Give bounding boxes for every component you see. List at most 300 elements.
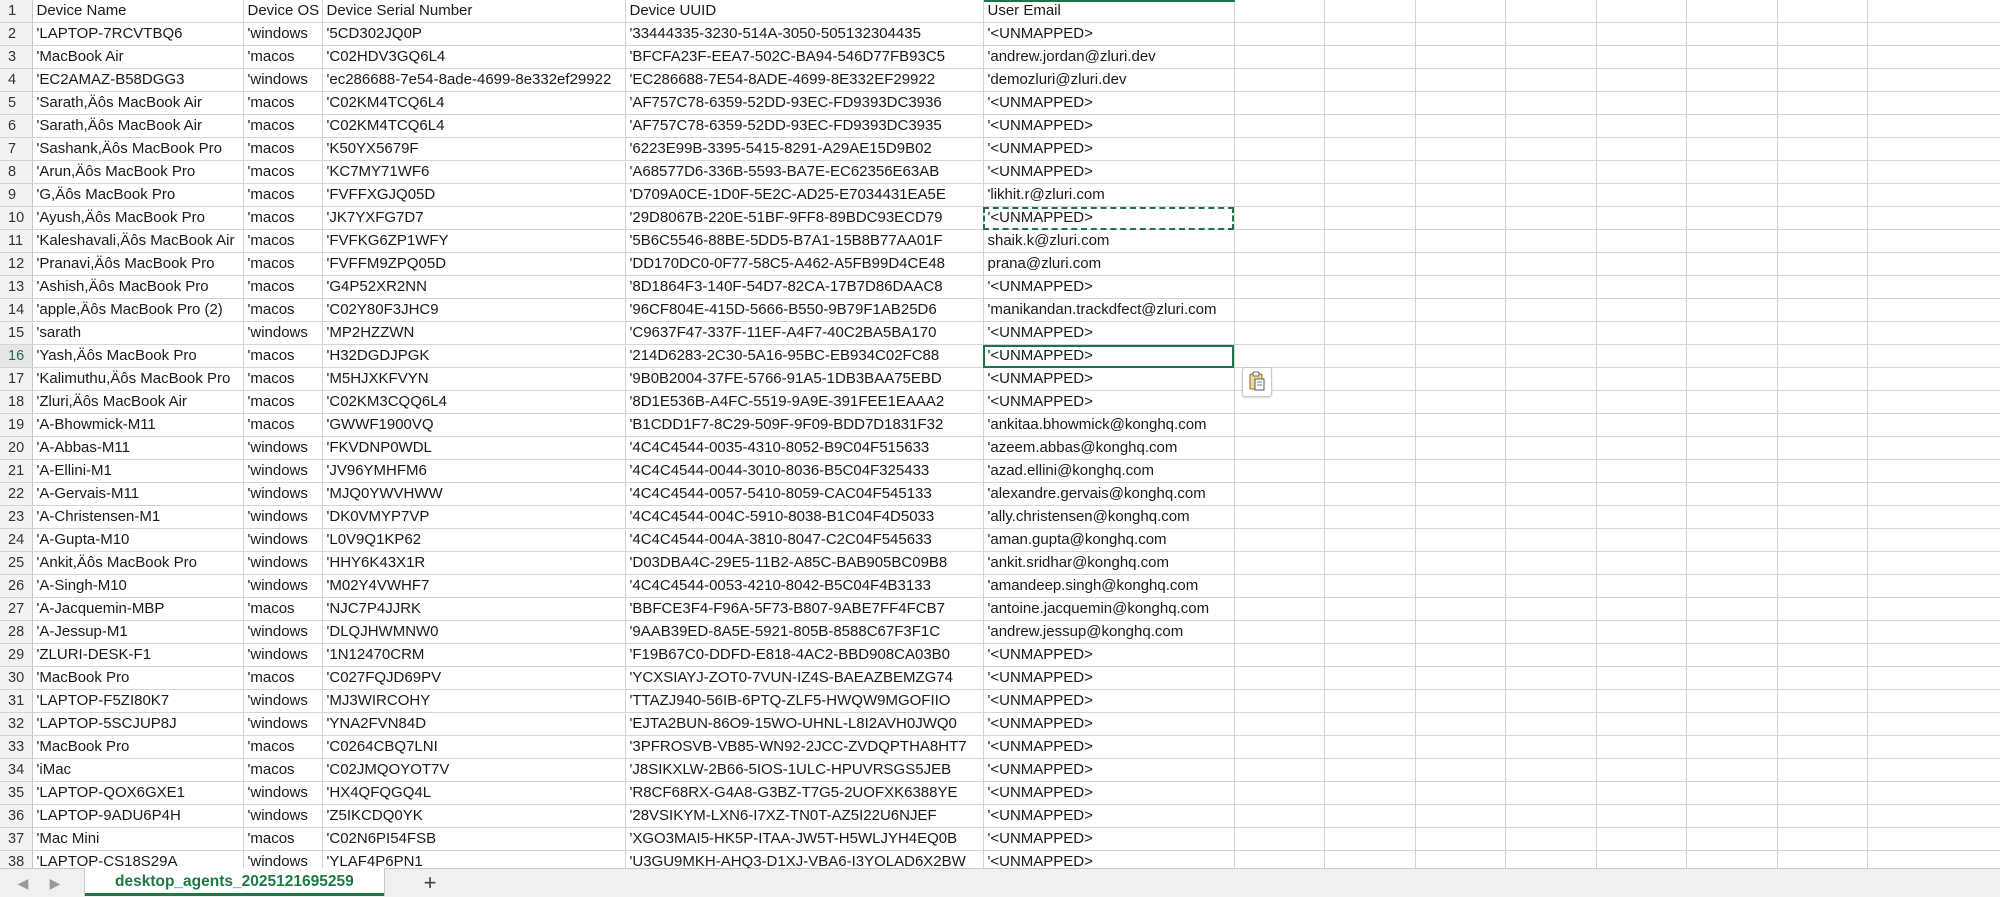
empty-cell[interactable] [1686, 598, 1777, 621]
empty-cell[interactable] [1234, 575, 1324, 598]
table-cell[interactable]: 'amandeep.singh@konghq.com [983, 575, 1234, 598]
empty-cell[interactable] [1415, 345, 1505, 368]
empty-cell[interactable] [1777, 713, 1867, 736]
empty-cell[interactable] [1415, 828, 1505, 851]
table-cell[interactable]: 'Sarath,Äôs MacBook Air [32, 115, 243, 138]
empty-cell[interactable] [1777, 598, 1867, 621]
row-header[interactable]: 6 [0, 115, 32, 138]
empty-cell[interactable] [1777, 437, 1867, 460]
table-cell[interactable]: 'C02KM4TCQ6L4 [322, 92, 625, 115]
empty-cell[interactable] [1596, 345, 1686, 368]
table-cell[interactable]: 'windows [243, 575, 322, 598]
empty-cell[interactable] [1686, 276, 1777, 299]
empty-cell[interactable] [1324, 690, 1415, 713]
empty-cell[interactable] [1505, 437, 1596, 460]
empty-cell[interactable] [1234, 0, 1324, 23]
table-cell[interactable]: 'azad.ellini@konghq.com [983, 460, 1234, 483]
empty-cell[interactable] [1505, 138, 1596, 161]
row-header[interactable]: 36 [0, 805, 32, 828]
table-cell[interactable]: 'Yash,Äôs MacBook Pro [32, 345, 243, 368]
empty-cell[interactable] [1777, 782, 1867, 805]
empty-cell[interactable] [1777, 322, 1867, 345]
empty-cell[interactable] [1777, 644, 1867, 667]
empty-cell[interactable] [1596, 23, 1686, 46]
empty-cell[interactable] [1505, 161, 1596, 184]
empty-cell[interactable] [1596, 598, 1686, 621]
chevron-left-icon[interactable]: ◀ [17, 875, 29, 891]
table-cell[interactable]: 'MacBook Pro [32, 736, 243, 759]
empty-cell[interactable] [1505, 368, 1596, 391]
table-cell[interactable]: 'macos [243, 598, 322, 621]
row-header[interactable]: 25 [0, 552, 32, 575]
table-cell[interactable]: 'Arun,Äôs MacBook Pro [32, 161, 243, 184]
empty-cell[interactable] [1867, 483, 2000, 506]
empty-cell[interactable] [1777, 161, 1867, 184]
empty-cell[interactable] [1234, 483, 1324, 506]
empty-cell[interactable] [1234, 276, 1324, 299]
empty-cell[interactable] [1234, 782, 1324, 805]
table-cell[interactable]: '<UNMAPPED> [983, 805, 1234, 828]
empty-cell[interactable] [1324, 598, 1415, 621]
table-cell[interactable]: '8D1E536B-A4FC-5519-9A9E-391FEE1EAAA2 [625, 391, 983, 414]
row-header[interactable]: 27 [0, 598, 32, 621]
table-cell[interactable]: 'LAPTOP-7RCVTBQ6 [32, 23, 243, 46]
empty-cell[interactable] [1777, 184, 1867, 207]
empty-cell[interactable] [1777, 207, 1867, 230]
row-header[interactable]: 29 [0, 644, 32, 667]
table-cell[interactable]: 'windows [243, 805, 322, 828]
empty-cell[interactable] [1686, 368, 1777, 391]
row-header[interactable]: 14 [0, 299, 32, 322]
empty-cell[interactable] [1596, 391, 1686, 414]
table-cell[interactable]: 'JK7YXFG7D7 [322, 207, 625, 230]
empty-cell[interactable] [1234, 644, 1324, 667]
empty-cell[interactable] [1686, 575, 1777, 598]
table-cell[interactable]: 'EJTA2BUN-86O9-15WO-UHNL-L8I2AVH0JWQ0 [625, 713, 983, 736]
table-cell[interactable]: 'ally.christensen@konghq.com [983, 506, 1234, 529]
table-cell[interactable]: 'A-Ellini-M1 [32, 460, 243, 483]
empty-cell[interactable] [1867, 759, 2000, 782]
empty-cell[interactable] [1505, 391, 1596, 414]
empty-cell[interactable] [1686, 0, 1777, 23]
table-cell[interactable]: 'G4P52XR2NN [322, 276, 625, 299]
table-cell[interactable]: 'windows [243, 621, 322, 644]
empty-cell[interactable] [1867, 184, 2000, 207]
table-cell[interactable]: 'macos [243, 759, 322, 782]
table-cell[interactable]: 'LAPTOP-CS18S29A [32, 851, 243, 869]
empty-cell[interactable] [1596, 161, 1686, 184]
table-cell[interactable]: 'Kalimuthu,Äôs MacBook Pro [32, 368, 243, 391]
table-cell[interactable]: 'macos [243, 92, 322, 115]
table-cell[interactable]: '4C4C4544-0057-5410-8059-CAC04F545133 [625, 483, 983, 506]
empty-cell[interactable] [1867, 782, 2000, 805]
empty-cell[interactable] [1505, 529, 1596, 552]
empty-cell[interactable] [1867, 253, 2000, 276]
empty-cell[interactable] [1596, 736, 1686, 759]
table-cell[interactable]: 'A-Gupta-M10 [32, 529, 243, 552]
empty-cell[interactable] [1415, 575, 1505, 598]
empty-cell[interactable] [1324, 759, 1415, 782]
empty-cell[interactable] [1596, 253, 1686, 276]
empty-cell[interactable] [1234, 23, 1324, 46]
empty-cell[interactable] [1777, 299, 1867, 322]
row-header[interactable]: 20 [0, 437, 32, 460]
empty-cell[interactable] [1867, 230, 2000, 253]
empty-cell[interactable] [1234, 69, 1324, 92]
table-cell[interactable]: 'macos [243, 253, 322, 276]
empty-cell[interactable] [1324, 851, 1415, 869]
empty-cell[interactable] [1415, 414, 1505, 437]
empty-cell[interactable] [1686, 69, 1777, 92]
table-cell[interactable]: '<UNMAPPED> [983, 690, 1234, 713]
table-cell[interactable]: 'B1CDD1F7-8C29-509F-9F09-BDD7D1831F32 [625, 414, 983, 437]
empty-cell[interactable] [1505, 253, 1596, 276]
empty-cell[interactable] [1324, 414, 1415, 437]
table-cell[interactable]: 'andrew.jordan@zluri.dev [983, 46, 1234, 69]
empty-cell[interactable] [1867, 667, 2000, 690]
empty-cell[interactable] [1686, 828, 1777, 851]
empty-cell[interactable] [1596, 828, 1686, 851]
empty-cell[interactable] [1324, 368, 1415, 391]
table-cell[interactable]: 'macos [243, 736, 322, 759]
empty-cell[interactable] [1867, 437, 2000, 460]
empty-cell[interactable] [1596, 299, 1686, 322]
table-cell[interactable]: '<UNMAPPED> [983, 322, 1234, 345]
table-cell[interactable]: 'macos [243, 345, 322, 368]
table-cell[interactable]: 'LAPTOP-QOX6GXE1 [32, 782, 243, 805]
empty-cell[interactable] [1777, 828, 1867, 851]
column-header-cell[interactable]: Device Serial Number [322, 0, 625, 23]
empty-cell[interactable] [1234, 345, 1324, 368]
empty-cell[interactable] [1777, 391, 1867, 414]
empty-cell[interactable] [1324, 391, 1415, 414]
table-cell[interactable]: 'azeem.abbas@konghq.com [983, 437, 1234, 460]
table-cell[interactable]: 'Mac Mini [32, 828, 243, 851]
empty-cell[interactable] [1686, 414, 1777, 437]
empty-cell[interactable] [1234, 253, 1324, 276]
chevron-right-icon[interactable]: ▶ [49, 875, 61, 891]
empty-cell[interactable] [1234, 230, 1324, 253]
table-cell[interactable]: 'HX4QFQGQ4L [322, 782, 625, 805]
empty-cell[interactable] [1505, 92, 1596, 115]
table-cell[interactable]: 'Ashish,Äôs MacBook Pro [32, 276, 243, 299]
table-cell[interactable]: '<UNMAPPED> [983, 138, 1234, 161]
empty-cell[interactable] [1415, 322, 1505, 345]
empty-cell[interactable] [1777, 253, 1867, 276]
empty-cell[interactable] [1505, 115, 1596, 138]
empty-cell[interactable] [1686, 621, 1777, 644]
empty-cell[interactable] [1234, 759, 1324, 782]
empty-cell[interactable] [1596, 0, 1686, 23]
table-cell[interactable]: 'likhit.r@zluri.com [983, 184, 1234, 207]
empty-cell[interactable] [1415, 138, 1505, 161]
empty-cell[interactable] [1867, 276, 2000, 299]
table-cell[interactable]: 'macos [243, 138, 322, 161]
table-cell[interactable]: 'windows [243, 782, 322, 805]
empty-cell[interactable] [1686, 345, 1777, 368]
empty-cell[interactable] [1234, 184, 1324, 207]
empty-cell[interactable] [1505, 690, 1596, 713]
row-header[interactable]: 34 [0, 759, 32, 782]
empty-cell[interactable] [1505, 299, 1596, 322]
table-cell[interactable]: '8D1864F3-140F-54D7-82CA-17B7D86DAAC8 [625, 276, 983, 299]
table-cell[interactable]: '5B6C5546-88BE-5DD5-B7A1-15B8B77AA01F [625, 230, 983, 253]
empty-cell[interactable] [1415, 69, 1505, 92]
table-cell[interactable]: 'C0264CBQ7LNI [322, 736, 625, 759]
empty-cell[interactable] [1686, 736, 1777, 759]
empty-cell[interactable] [1234, 713, 1324, 736]
empty-cell[interactable] [1596, 552, 1686, 575]
table-cell[interactable]: 'BFCFA23F-EEA7-502C-BA94-546D77FB93C5 [625, 46, 983, 69]
table-cell[interactable]: 'windows [243, 322, 322, 345]
table-cell[interactable]: 'alexandre.gervais@konghq.com [983, 483, 1234, 506]
empty-cell[interactable] [1867, 46, 2000, 69]
table-cell[interactable]: 'windows [243, 552, 322, 575]
row-header[interactable]: 26 [0, 575, 32, 598]
table-cell[interactable]: '214D6283-2C30-5A16-95BC-EB934C02FC88 [625, 345, 983, 368]
empty-cell[interactable] [1505, 782, 1596, 805]
table-cell[interactable]: '9AAB39ED-8A5E-5921-805B-8588C67F3F1C [625, 621, 983, 644]
empty-cell[interactable] [1686, 483, 1777, 506]
empty-cell[interactable] [1867, 460, 2000, 483]
empty-cell[interactable] [1596, 805, 1686, 828]
table-cell[interactable]: 'macos [243, 207, 322, 230]
empty-cell[interactable] [1415, 460, 1505, 483]
table-cell[interactable]: 'macos [243, 667, 322, 690]
empty-cell[interactable] [1505, 23, 1596, 46]
empty-cell[interactable] [1686, 552, 1777, 575]
empty-cell[interactable] [1234, 299, 1324, 322]
row-header[interactable]: 12 [0, 253, 32, 276]
empty-cell[interactable] [1505, 483, 1596, 506]
row-header[interactable]: 13 [0, 276, 32, 299]
empty-cell[interactable] [1234, 322, 1324, 345]
empty-cell[interactable] [1505, 598, 1596, 621]
empty-cell[interactable] [1505, 0, 1596, 23]
empty-cell[interactable] [1777, 759, 1867, 782]
empty-cell[interactable] [1686, 184, 1777, 207]
empty-cell[interactable] [1686, 92, 1777, 115]
empty-cell[interactable] [1596, 483, 1686, 506]
table-cell[interactable]: 'L0V9Q1KP62 [322, 529, 625, 552]
table-cell[interactable]: 'C02KM3CQQ6L4 [322, 391, 625, 414]
empty-cell[interactable] [1686, 391, 1777, 414]
table-cell[interactable]: 'andrew.jessup@konghq.com [983, 621, 1234, 644]
empty-cell[interactable] [1867, 713, 2000, 736]
empty-cell[interactable] [1596, 529, 1686, 552]
empty-cell[interactable] [1415, 644, 1505, 667]
sheet-tab[interactable] [84, 868, 385, 896]
empty-cell[interactable] [1867, 138, 2000, 161]
empty-cell[interactable] [1686, 437, 1777, 460]
empty-cell[interactable] [1324, 575, 1415, 598]
empty-cell[interactable] [1505, 276, 1596, 299]
row-header[interactable]: 15 [0, 322, 32, 345]
empty-cell[interactable] [1686, 529, 1777, 552]
empty-cell[interactable] [1415, 391, 1505, 414]
table-cell[interactable]: 'M02Y4VWHF7 [322, 575, 625, 598]
table-cell[interactable]: 'KC7MY71WF6 [322, 161, 625, 184]
table-cell[interactable]: '4C4C4544-004A-3810-8047-C2C04F545633 [625, 529, 983, 552]
empty-cell[interactable] [1867, 736, 2000, 759]
empty-cell[interactable] [1324, 92, 1415, 115]
empty-cell[interactable] [1867, 621, 2000, 644]
empty-cell[interactable] [1777, 851, 1867, 869]
table-cell[interactable]: '3PFROSVB-VB85-WN92-2JCC-ZVDQPTHA8HT7 [625, 736, 983, 759]
table-cell[interactable]: 'EC2AMAZ-B58DGG3 [32, 69, 243, 92]
empty-cell[interactable] [1777, 552, 1867, 575]
empty-cell[interactable] [1324, 506, 1415, 529]
table-cell[interactable]: '28VSIKYM-LXN6-I7XZ-TN0T-AZ5I22U6NJEF [625, 805, 983, 828]
table-cell[interactable]: 'macos [243, 161, 322, 184]
table-cell[interactable]: 'windows [243, 529, 322, 552]
empty-cell[interactable] [1596, 230, 1686, 253]
empty-cell[interactable] [1777, 230, 1867, 253]
table-cell[interactable]: '<UNMAPPED> [983, 736, 1234, 759]
empty-cell[interactable] [1596, 575, 1686, 598]
table-cell[interactable]: 'YCXSIAYJ-ZOT0-7VUN-IZ4S-BAEAZBEMZG74 [625, 667, 983, 690]
table-cell[interactable]: '29D8067B-220E-51BF-9FF8-89BDC93ECD79 [625, 207, 983, 230]
empty-cell[interactable] [1505, 736, 1596, 759]
row-header[interactable]: 18 [0, 391, 32, 414]
empty-cell[interactable] [1686, 759, 1777, 782]
empty-cell[interactable] [1415, 759, 1505, 782]
table-cell[interactable]: 'HHY6K43X1R [322, 552, 625, 575]
table-cell[interactable]: '5CD302JQ0P [322, 23, 625, 46]
table-cell[interactable]: prana@zluri.com [983, 253, 1234, 276]
table-cell[interactable]: 'H32DGDJPGK [322, 345, 625, 368]
table-cell[interactable]: 'windows [243, 437, 322, 460]
empty-cell[interactable] [1686, 207, 1777, 230]
table-cell[interactable]: '<UNMAPPED> [983, 276, 1234, 299]
empty-cell[interactable] [1234, 805, 1324, 828]
column-header-cell[interactable]: Device Name [32, 0, 243, 23]
table-cell[interactable]: '<UNMAPPED> [983, 759, 1234, 782]
empty-cell[interactable] [1234, 207, 1324, 230]
row-header[interactable]: 2 [0, 23, 32, 46]
table-cell[interactable]: '<UNMAPPED> [983, 828, 1234, 851]
empty-cell[interactable] [1777, 276, 1867, 299]
table-cell[interactable]: 'ankit.sridhar@konghq.com [983, 552, 1234, 575]
table-cell[interactable]: 'macos [243, 414, 322, 437]
table-cell[interactable]: '4C4C4544-0053-4210-8042-B5C04F4B3133 [625, 575, 983, 598]
empty-cell[interactable] [1777, 529, 1867, 552]
table-cell[interactable]: 'iMac [32, 759, 243, 782]
table-cell[interactable]: 'A-Singh-M10 [32, 575, 243, 598]
empty-cell[interactable] [1867, 690, 2000, 713]
table-cell[interactable]: '<UNMAPPED> [983, 713, 1234, 736]
empty-cell[interactable] [1777, 460, 1867, 483]
empty-cell[interactable] [1686, 253, 1777, 276]
table-cell[interactable]: '<UNMAPPED> [983, 207, 1234, 230]
row-header[interactable]: 4 [0, 69, 32, 92]
table-cell[interactable]: 'macos [243, 276, 322, 299]
table-cell[interactable]: 'demozluri@zluri.dev [983, 69, 1234, 92]
empty-cell[interactable] [1867, 805, 2000, 828]
empty-cell[interactable] [1234, 437, 1324, 460]
empty-cell[interactable] [1596, 759, 1686, 782]
empty-cell[interactable] [1324, 23, 1415, 46]
empty-cell[interactable] [1505, 713, 1596, 736]
table-cell[interactable]: 'apple,Äôs MacBook Pro (2) [32, 299, 243, 322]
table-cell[interactable]: 'Sashank,Äôs MacBook Pro [32, 138, 243, 161]
empty-cell[interactable] [1415, 805, 1505, 828]
table-cell[interactable]: '4C4C4544-0044-3010-8036-B5C04F325433 [625, 460, 983, 483]
empty-cell[interactable] [1415, 598, 1505, 621]
table-cell[interactable]: 'EC286688-7E54-8ADE-4699-8E332EF29922 [625, 69, 983, 92]
empty-cell[interactable] [1777, 23, 1867, 46]
paste-options-icon[interactable] [1242, 367, 1272, 397]
empty-cell[interactable] [1777, 690, 1867, 713]
empty-cell[interactable] [1777, 483, 1867, 506]
row-header[interactable]: 1 [0, 0, 32, 23]
table-cell[interactable]: 'F19B67C0-DDFD-E818-4AC2-BBD908CA03B0 [625, 644, 983, 667]
empty-cell[interactable] [1505, 345, 1596, 368]
empty-cell[interactable] [1505, 506, 1596, 529]
table-cell[interactable]: 'A-Abbas-M11 [32, 437, 243, 460]
table-cell[interactable]: 'A68577D6-336B-5593-BA7E-EC62356E63AB [625, 161, 983, 184]
empty-cell[interactable] [1234, 828, 1324, 851]
empty-cell[interactable] [1686, 138, 1777, 161]
empty-cell[interactable] [1867, 322, 2000, 345]
empty-cell[interactable] [1324, 299, 1415, 322]
empty-cell[interactable] [1596, 621, 1686, 644]
row-header[interactable]: 9 [0, 184, 32, 207]
table-cell[interactable]: 'NJC7P4JJRK [322, 598, 625, 621]
empty-cell[interactable] [1686, 299, 1777, 322]
empty-cell[interactable] [1867, 0, 2000, 23]
row-header[interactable]: 35 [0, 782, 32, 805]
column-header-cell[interactable]: Device UUID [625, 0, 983, 23]
empty-cell[interactable] [1234, 667, 1324, 690]
empty-cell[interactable] [1777, 69, 1867, 92]
empty-cell[interactable] [1505, 575, 1596, 598]
table-cell[interactable]: '1N12470CRM [322, 644, 625, 667]
table-cell[interactable]: 'LAPTOP-9ADU6P4H [32, 805, 243, 828]
empty-cell[interactable] [1415, 621, 1505, 644]
empty-cell[interactable] [1324, 184, 1415, 207]
row-header[interactable]: 32 [0, 713, 32, 736]
table-cell[interactable]: '96CF804E-415D-5666-B550-9B79F1AB25D6 [625, 299, 983, 322]
empty-cell[interactable] [1777, 506, 1867, 529]
empty-cell[interactable] [1324, 276, 1415, 299]
empty-cell[interactable] [1324, 736, 1415, 759]
empty-cell[interactable] [1505, 69, 1596, 92]
empty-cell[interactable] [1596, 322, 1686, 345]
empty-cell[interactable] [1415, 46, 1505, 69]
empty-cell[interactable] [1415, 713, 1505, 736]
empty-cell[interactable] [1686, 506, 1777, 529]
table-cell[interactable]: 'LAPTOP-F5ZI80K7 [32, 690, 243, 713]
empty-cell[interactable] [1686, 713, 1777, 736]
empty-cell[interactable] [1596, 276, 1686, 299]
table-cell[interactable]: 'A-Jessup-M1 [32, 621, 243, 644]
table-cell[interactable]: 'AF757C78-6359-52DD-93EC-FD9393DC3936 [625, 92, 983, 115]
empty-cell[interactable] [1596, 782, 1686, 805]
table-cell[interactable]: '9B0B2004-37FE-5766-91A5-1DB3BAA75EBD [625, 368, 983, 391]
empty-cell[interactable] [1596, 506, 1686, 529]
table-cell[interactable]: '<UNMAPPED> [983, 368, 1234, 391]
empty-cell[interactable] [1596, 207, 1686, 230]
empty-cell[interactable] [1415, 299, 1505, 322]
empty-cell[interactable] [1415, 161, 1505, 184]
table-cell[interactable]: 'C02JMQOYOT7V [322, 759, 625, 782]
empty-cell[interactable] [1234, 598, 1324, 621]
table-cell[interactable]: 'Ayush,Äôs MacBook Pro [32, 207, 243, 230]
empty-cell[interactable] [1324, 667, 1415, 690]
table-cell[interactable]: 'C02N6PI54FSB [322, 828, 625, 851]
table-cell[interactable]: 'TTAZJ940-56IB-6PTQ-ZLF5-HWQW9MGOFIIO [625, 690, 983, 713]
